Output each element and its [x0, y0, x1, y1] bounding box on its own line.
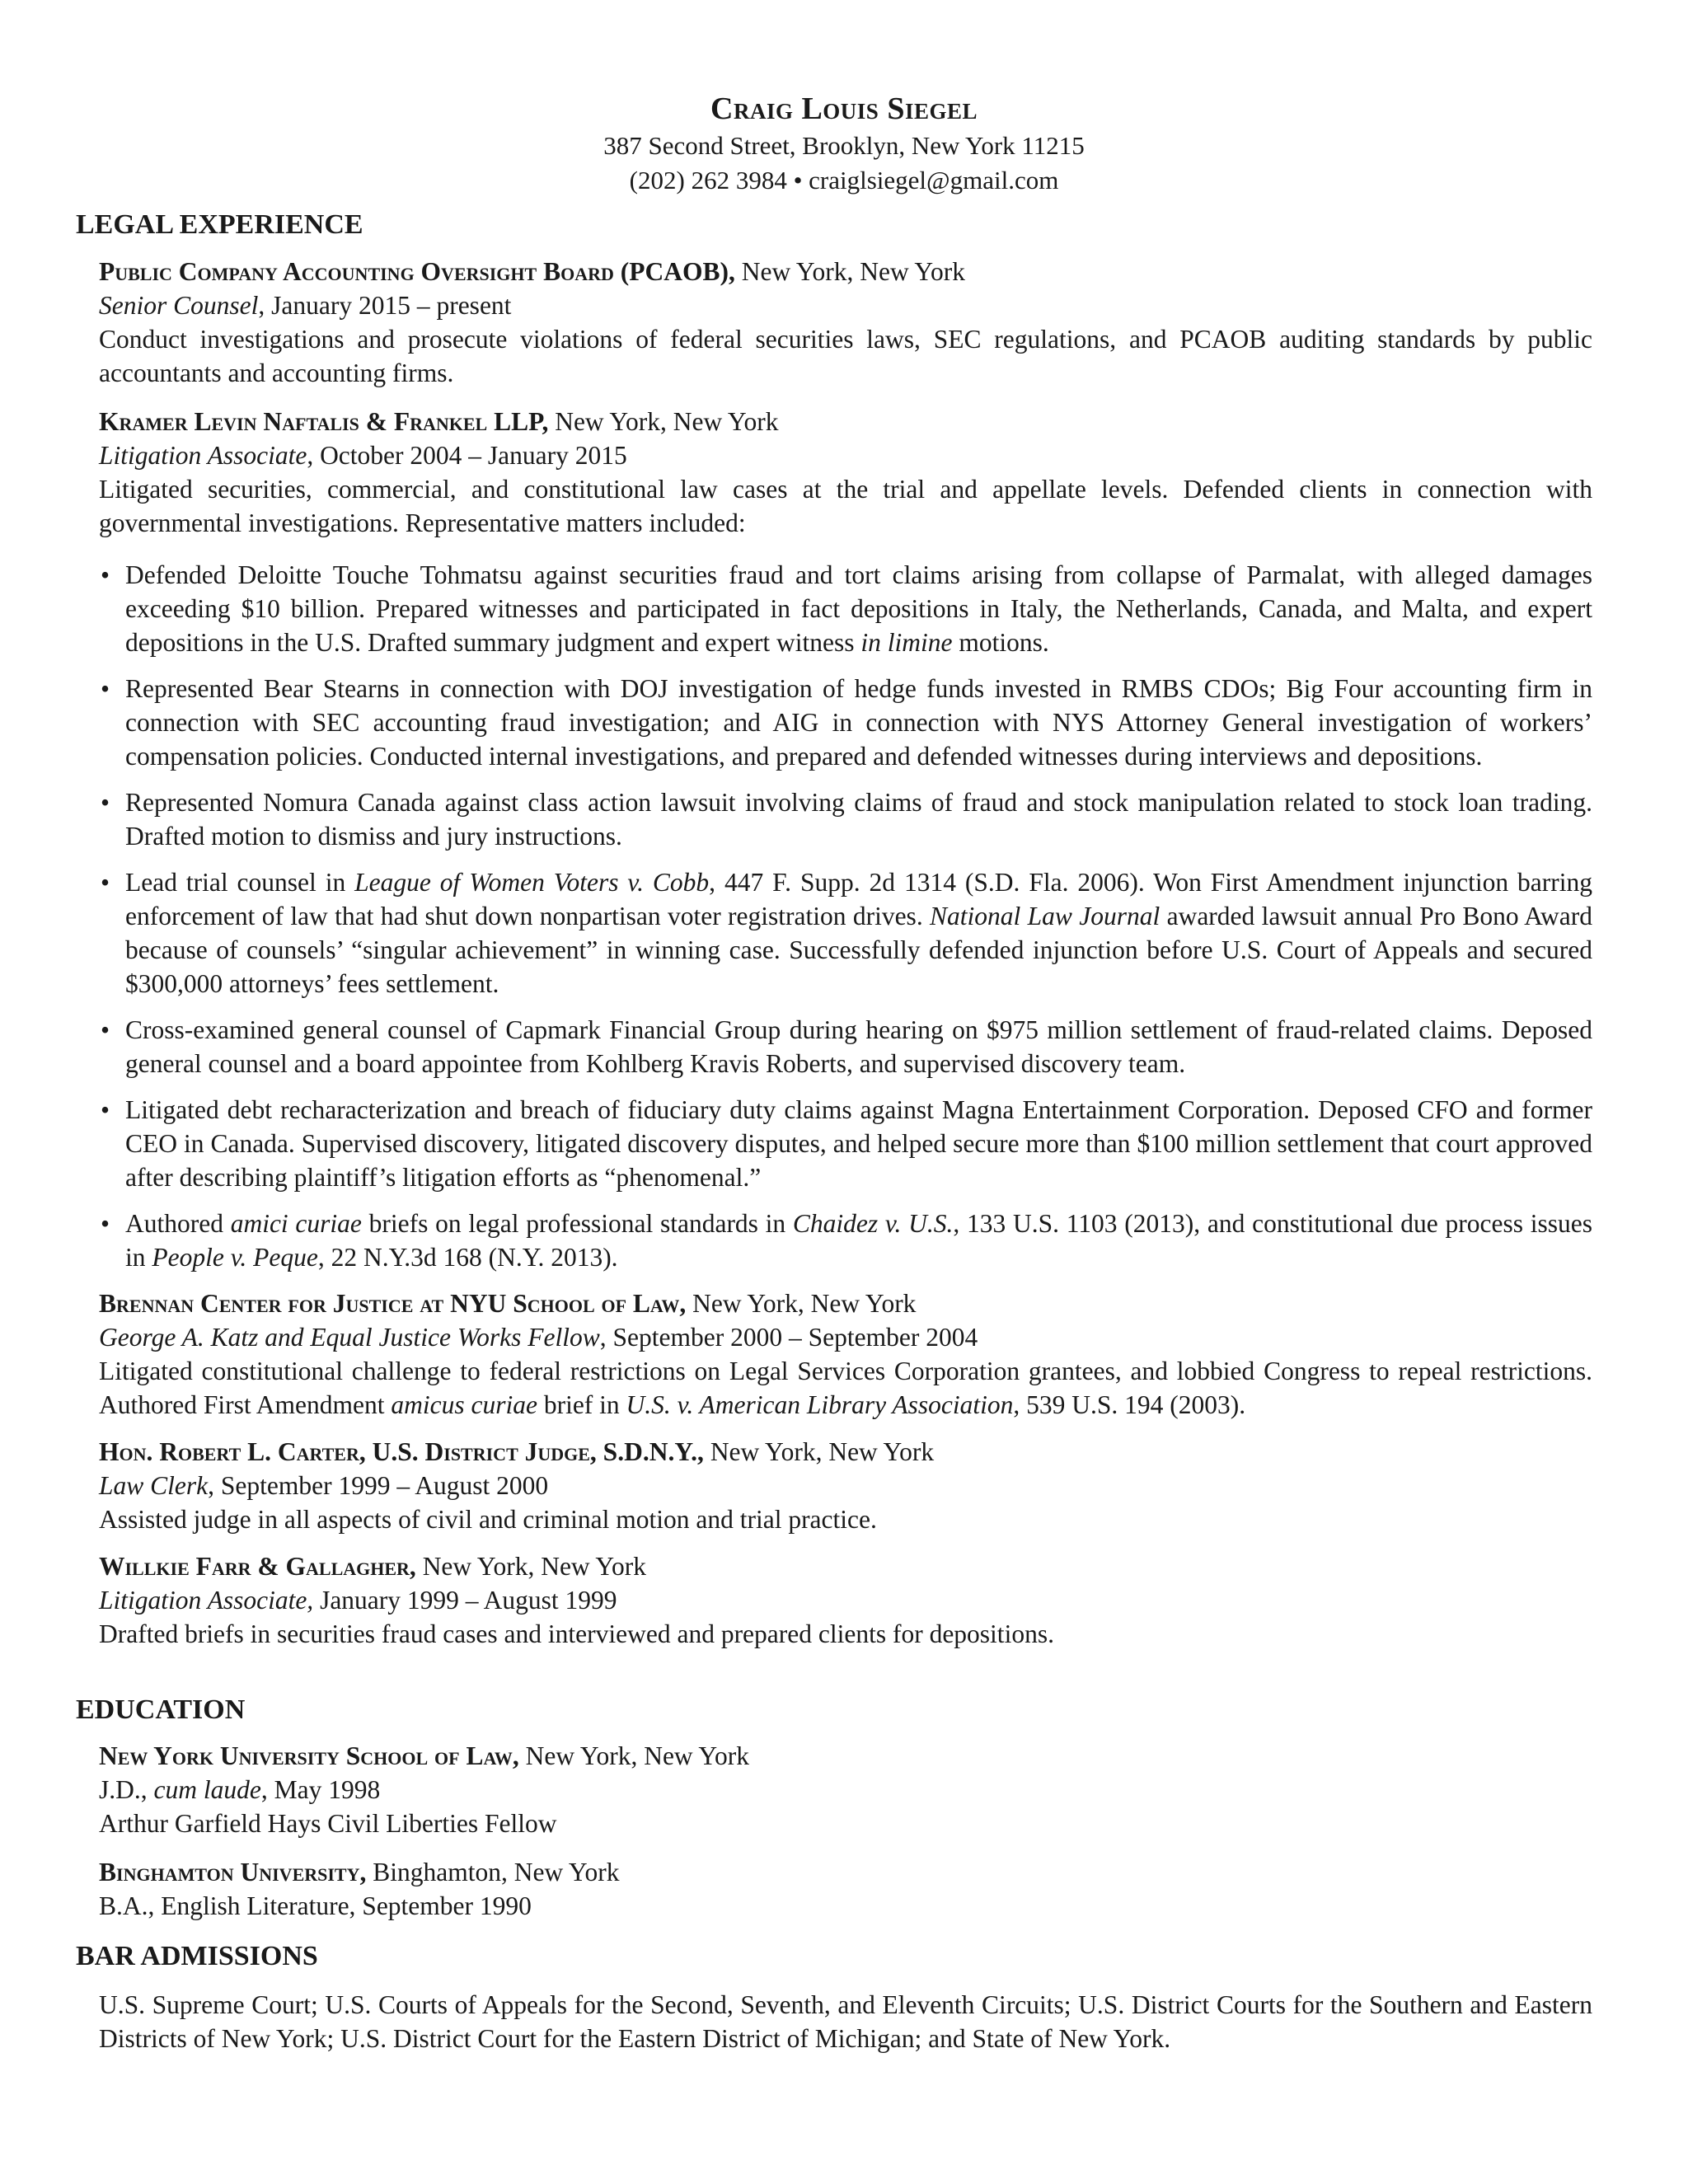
- degree-line: [99, 1773, 1592, 1807]
- fellowship: Arthur Garfield Hays Civil Liberties Fellow: [99, 1809, 557, 1838]
- section-title-bar: BAR ADMISSIONS: [76, 1941, 318, 1971]
- name-middle: Louis: [801, 91, 879, 126]
- job-dates: , September 2000 – September 2004: [599, 1323, 978, 1352]
- employer-name: Kramer Levin Naftalis & Frankel LLP,: [99, 407, 549, 436]
- job-description: Drafted briefs in securities fraud cases and interviewed and prepared clients for depositions.: [99, 1619, 1054, 1648]
- publication-name: National Law Journal: [930, 902, 1160, 930]
- employer-name: Public Company Accounting Oversight Board (PCAOB),: [99, 257, 735, 286]
- description-text: Litigated constitutional challenge to federal restrictions on Legal Services Corporation grantees, and lobbied Congress to repeal restrictions. Authored First Amendment: [99, 1357, 1592, 1419]
- degree-date: , May 1998: [260, 1775, 381, 1804]
- resume-header: [0, 89, 1688, 198]
- address-line: 387 Second Street, Brooklyn, New York 11215: [603, 131, 1085, 160]
- case-name: Chaidez v. U.S.: [792, 1209, 954, 1238]
- bullet-text: , 22 N.Y.3d 168 (N.Y. 2013).: [317, 1243, 618, 1272]
- bullet-text: briefs on legal professional standards in: [361, 1209, 793, 1238]
- job-dates: , October 2004 – January 2015: [307, 441, 627, 470]
- case-name: League of Women Voters v. Cobb: [354, 868, 710, 897]
- school-name: New York University School of Law,: [99, 1741, 519, 1770]
- bullet-icon: •: [101, 788, 110, 817]
- school-location: Binghamton, New York: [366, 1858, 620, 1886]
- employer-location: New York, New York: [703, 1437, 935, 1466]
- bar-admissions-body: [99, 1988, 1592, 2055]
- bullet-text: motions.: [952, 628, 1049, 657]
- employer-location: New York, New York: [415, 1552, 646, 1581]
- bullet-text: Represented Bear Stearns in connection with DOJ investigation of hedge funds invested in RMBS CDOs; Big Four accounting firm in connection with SEC accounting fraud investigation; and AIG in connection with NYS Attorney General investigation of workers’ compensation policies. Conducted internal investigations, and prepared and defended witnesses during interviews and depositions.: [125, 674, 1592, 771]
- section-title-education: EDUCATION: [76, 1694, 246, 1725]
- job-dates: January 1999 – August 1999: [313, 1586, 617, 1615]
- job-description: Litigated securities, commercial, and constitutional law cases at the trial and appellate levels. Defended clients in connection with governmental investigations. Representative matters included:: [99, 475, 1592, 537]
- description-italic: amicus curiae: [391, 1390, 537, 1419]
- case-name: People v. Peque: [152, 1243, 318, 1272]
- school-nyu-law: [99, 1739, 1592, 1840]
- list-item: [99, 865, 1592, 1001]
- list-item: [99, 1013, 1592, 1080]
- bullet-text: Defended Deloitte Touche Tohmatsu against securities fraud and tort claims arising from collapse of Parmalat, with alleged damages exceeding $10 billion. Prepared witnesses and participated in fact depositions in Italy, the Netherlands, Canada, and Malta, and expert depositions in the U.S. Drafted summary judgment and expert witness: [125, 560, 1592, 657]
- job-description: Conduct investigations and prosecute violations of federal securities laws, SEC regulations, and PCAOB auditing standards by public accountants and accounting firms.: [99, 325, 1592, 387]
- job-title: Law Clerk: [99, 1471, 209, 1500]
- name-first: Craig: [710, 91, 794, 126]
- bullet-icon: •: [101, 674, 110, 703]
- bullet-text: , 133 U.S. 1103 (2013), and constitutional due process issues in: [125, 1209, 1592, 1272]
- job-title: Senior Counsel: [99, 291, 259, 320]
- employer-name: Hon. Robert L. Carter, U.S. District Judge, S.D.N.Y.,: [99, 1437, 704, 1466]
- contact-line: (202) 262 3984 • craiglsiegel@gmail.com: [629, 166, 1059, 194]
- job-title: Litigation Associate,: [99, 1586, 314, 1615]
- job-description: Assisted judge in all aspects of civil and criminal motion and trial practice.: [99, 1505, 877, 1534]
- bullet-icon: •: [101, 1015, 110, 1044]
- school-name: Binghamton University,: [99, 1858, 367, 1886]
- degree-text: J.D.,: [99, 1775, 154, 1804]
- bullet-text: Cross-examined general counsel of Capmark Financial Group during hearing on $975 million settlement of fraud-related claims. Deposed general counsel and a board appointee from Kohlberg Kravis Roberts, and supervised discovery team.: [125, 1015, 1592, 1078]
- job-brennan-center: [99, 1286, 1592, 1422]
- section-bar-admissions: [76, 1940, 1592, 1973]
- bullet-icon: •: [101, 1095, 110, 1124]
- bar-admissions-text: U.S. Supreme Court; U.S. Courts of Appeals for the Second, Seventh, and Eleventh Circuits; U.S. District Courts for the Southern and Eastern Districts of New York; U.S. District Court for the Eastern District of Michigan; and State of New York.: [99, 1990, 1592, 2053]
- education-body: [99, 1739, 1592, 1923]
- description-text: , 539 U.S. 194 (2003).: [1013, 1390, 1246, 1419]
- section-title-legal: LEGAL EXPERIENCE: [76, 209, 363, 240]
- candidate-name: [0, 89, 1688, 129]
- degree-honor: cum laude: [153, 1775, 261, 1804]
- bullet-text: Represented Nomura Canada against class action lawsuit involving claims of fraud and stock manipulation related to stock loan trading. Drafted motion to dismiss and jury instructions.: [125, 788, 1592, 851]
- bullet-text-italic: amici curiae: [230, 1209, 362, 1238]
- bullet-icon: •: [101, 868, 110, 897]
- bullet-icon: •: [101, 560, 110, 589]
- job-kramer-levin: [99, 405, 1592, 540]
- employer-name: Willkie Farr & Gallagher,: [99, 1552, 416, 1581]
- employer-location: New York, New York: [734, 257, 966, 286]
- employer-location: New York, New York: [548, 407, 779, 436]
- case-name: U.S. v. American Library Association: [626, 1390, 1014, 1419]
- bullet-text: awarded lawsuit annual Pro Bono Award because of counsels’ “singular achievement” in winning case. Successfully defended injunction before U.S. Court of Appeals and secured $300,000 attorneys’ fees settlement.: [125, 902, 1592, 998]
- job-title: Litigation Associate: [99, 441, 307, 470]
- list-item: [99, 558, 1592, 659]
- name-last: Siegel: [887, 91, 978, 126]
- job-title: George A. Katz and Equal Justice Works Fellow: [99, 1323, 600, 1352]
- employer-location: New York, New York: [686, 1289, 917, 1318]
- job-willkie-farr: [99, 1549, 1592, 1651]
- description-text: brief in: [537, 1390, 626, 1419]
- degree-line: B.A., English Literature, September 1990: [99, 1891, 532, 1920]
- employer-name: Brennan Center for Justice at NYU School of Law,: [99, 1289, 687, 1318]
- list-item: [99, 1093, 1592, 1194]
- job-judge-carter: [99, 1435, 1592, 1536]
- list-item: [99, 785, 1592, 853]
- job-dates: , January 2015 – present: [258, 291, 512, 320]
- bullet-text-italic: in limine: [860, 628, 953, 657]
- list-item: [99, 672, 1592, 773]
- bullet-text: , 447 F. Supp. 2d 1314 (S.D. Fla. 2006). Won First Amendment injunction barring enforcement of law that had shut down nonpartisan voter registration drives.: [125, 868, 1593, 930]
- school-location: New York, New York: [518, 1741, 749, 1770]
- school-binghamton: [99, 1855, 1592, 1923]
- job-dates: , September 1999 – August 2000: [208, 1471, 549, 1500]
- list-item: [99, 1207, 1592, 1274]
- bullet-icon: •: [101, 1209, 110, 1238]
- section-education: [76, 1694, 1592, 1727]
- legal-experience-body: [99, 255, 1592, 1651]
- bullet-text: Litigated debt recharacterization and breach of fiduciary duty claims against Magna Entertainment Corporation. Deposed CFO and former CEO in Canada. Supervised discovery, litigated discovery disputes, and helped secure more than $100 million settlement that court approved after describing plaintiff’s litigation efforts as “phenomenal.”: [125, 1095, 1592, 1192]
- representative-matters-list: [99, 558, 1592, 1274]
- section-legal-experience: [76, 209, 1592, 241]
- bullet-text: Authored: [125, 1209, 231, 1238]
- bullet-text: Lead trial counsel in: [125, 868, 355, 897]
- job-description: [99, 1354, 1592, 1422]
- job-pcaob: [99, 255, 1592, 390]
